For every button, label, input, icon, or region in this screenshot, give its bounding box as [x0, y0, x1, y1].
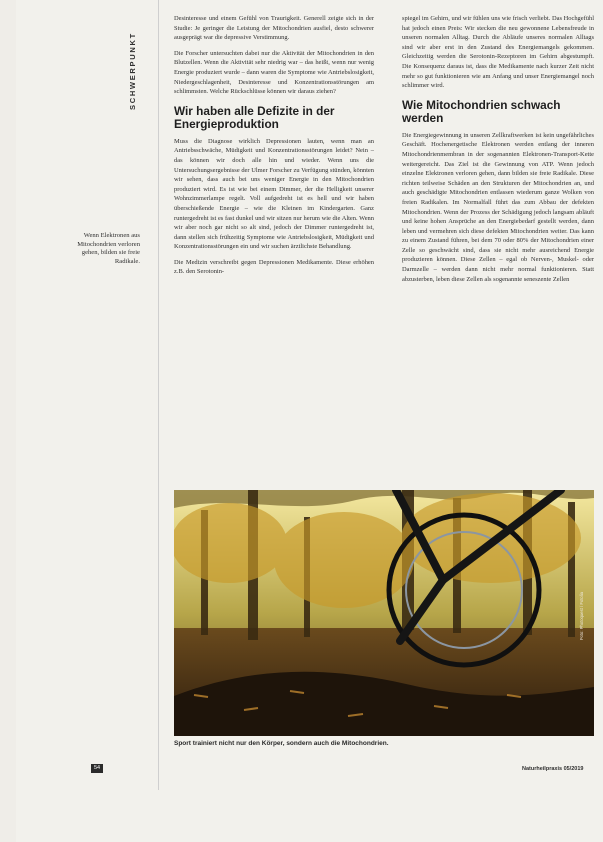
article-column-1 — [174, 14, 374, 474]
article-column-2 — [402, 14, 594, 484]
pull-quote: Wenn Elektronen aus Mitochondrien verloren gehen, bilden sie freie Radikale. — [77, 232, 140, 265]
bicycle-forest-photo — [174, 490, 594, 736]
section-heading: Wie Mitochondrien schwach werden — [402, 97, 561, 125]
paragraph: Die Forscher untersuchten dabei nur die Aktivität der Mitochondrien in den Blutzellen. Wenn die Aktivität sehr niedrig war – das heißt, wenn nur wenig Energie produziert wurde – dann waren die Symptome wie Antriebslosigkeit, Niedergeschlagenheit, Desinteresse und Konzentrationsstörungen am schlimmsten. Welche Rückschlüsse können wir daraus ziehen? — [174, 49, 374, 96]
section-label-text: SCHWERPUNKT — [128, 32, 137, 110]
photo-caption: Sport trainiert nicht nur den Körper, sondern auch die Mitochondrien. — [174, 740, 389, 747]
paragraph: Die Energiegewinnung in unseren Zellkraftwerken ist kein ungefährliches Geschäft. Hochenergetische Elektronen werden entlang der inneren Mitochondrienmembran in der sogenannten Elektronen-Transport-Kette weitergereicht. Das Ziel ist die Gewinnung von ATP. Wenn jedoch einzelne Elektronen verloren gehen, dann bilden sie freie Radikale. Diese richten teilweise Schäden an den Strukturen der Mitochondrien an, und auch geschädigte Mitochondrien entlassen wiederum ganze Wolken von freien Radikalen. Im Normalfall führt das zum Abbau der defekten Mitochondrien. Wenn der Prozess der Schädigung jedoch langsam abläuft und keine hohen Ansprüche an den Energiebedarf gestellt werden, dann leben und vermehren sich diese defekten Mitochondrien weiter. Das kann zu einem Zustand führen, bei dem 70 oder 80% der Mitochondrien einer Zelle so geschwächt sind, dass sie nicht mehr ausreichend Energie produzieren können. Diese Zellen – egal ob Nerven-, Muskel- oder Darmzelle – werden dann nicht mehr normal funktionieren. Statt abzusterben, leben diese Zellen als sogenannte seneszente Zellen — [402, 131, 594, 283]
paragraph: Desinteresse und einem Gefühl von Traurigkeit. Generell zeigte sich in der Studie: Je geringer die Leistung der Mitochondrien ausfiel, desto schwerer ausgeprägt war die depressive Verstimmung. — [174, 15, 374, 42]
paragraph: Die Medizin verschreibt gegen Depressionen Medikamente. Diese erhöhen z.B. den Serotonin- — [174, 258, 374, 276]
section-label — [128, 10, 156, 120]
photo-illustration — [174, 490, 594, 736]
section-heading: Wir haben alle Defizite in der Energieproduktion — [174, 103, 335, 131]
magazine-page — [16, 0, 603, 842]
journal-footer: Naturheilpraxis 05/2019 — [522, 766, 584, 772]
column-divider-rule — [158, 0, 159, 790]
page-number: 54 — [91, 764, 103, 773]
photo-credit: Foto: Photoquest / Fotolia — [579, 592, 584, 640]
paragraph: spiegel im Gehirn, und wir fühlen uns wie frisch verliebt. Das Hochgefühl hat jedoch einen Preis: Wir stecken die neu gewonnene Lebensfreude in unseren normalen Alltag. Durch die Abläufe unseres normalen Alltags sind wir aber erst in den Zustand des Energiemangels gekommen. Gleichzeitig werden die Serotonin-Rezeptoren im Gehirn abgestumpft. Die Konsequenz daraus ist, dass die Medikamente nach kurzer Zeit nicht mehr so gut funktionieren wie am Anfang und unser Energiemangel noch schlimmer wird. — [402, 15, 594, 90]
paragraph: Muss die Diagnose wirklich Depressionen lauten, wenn man an Antriebsschwäche, Müdigkeit und Konzentrationsstörungen leidet? Nein – das können wir doch alle hin und wieder. Wenn uns die Untersuchungsergebnisse der Ulmer Forscher zu Verfügung stünden, könnten wir sehen, dass auch bei uns weniger Energie in den Mitochondrien produziert wird. Es ist wie bei einem Dimmer, der die Helligkeit unserer Wohnzimmerlampe regelt. Voll aufgedreht ist es hell und wir haben überschießende Energie – wie die Kleinen im Kindergarten. Ganz runtergedreht ist es fast dunkel und wir sitzen nur herum wie die Alten. Wenn wir aber noch gar nicht so alt sind, jedoch der Dimmer runtergedreht ist, dann stellen sich frühzeitig Symptome wie Antriebslosigkeit, Müdigkeit und Konzentrationsstörungen ein und wir suchen ärztlichste Behandlung. — [174, 137, 374, 251]
